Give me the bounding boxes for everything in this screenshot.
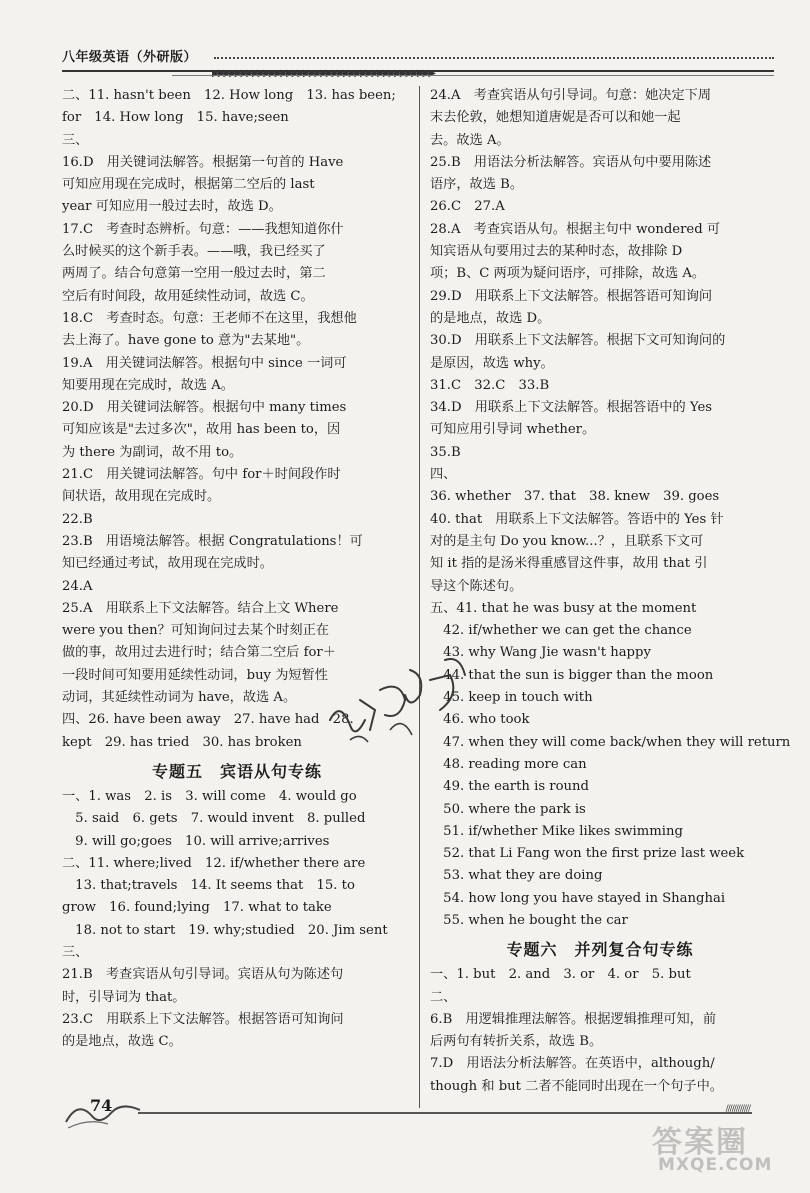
- left-column: [62, 85, 412, 1053]
- answer-line: 一段时间可知要用延续性动词，buy 为短暂性: [62, 667, 328, 683]
- answer-line: 是原因，故选 why。: [430, 355, 554, 371]
- answer-line: 语序，故选 B。: [430, 177, 524, 193]
- answer-line: 四、: [430, 467, 457, 483]
- answer-line: 9. will go;goes 10. will arrive;arrives: [62, 833, 330, 849]
- answer-line: 53. what they are doing: [430, 868, 603, 884]
- answer-line: 24.A: [62, 578, 93, 594]
- answer-line: 二、11. where;lived 12. if/whether there are: [62, 855, 366, 871]
- answer-line: 三、: [62, 944, 89, 960]
- answer-line: 44. that the sun is bigger than the moon: [430, 667, 714, 683]
- answer-line: 22.B: [62, 511, 93, 527]
- answer-line: 25.B 用语法分析法解答。宾语从句中要用陈述: [430, 154, 712, 170]
- answer-line: 知 it 指的是汤米得重感冒这件事，故用 that 引: [430, 556, 708, 572]
- answer-line: for 14. How long 15. have;seen: [62, 110, 289, 126]
- answer-line: 26.C 27.A: [430, 199, 505, 215]
- answer-line: 对的是主句 Do you know...？，且联系下文可: [430, 533, 704, 549]
- answer-line: 52. that Li Fang won the first prize last week: [430, 846, 745, 862]
- answer-line: 54. how long you have stayed in Shanghai: [430, 890, 726, 906]
- answer-line: 6.B 用逻辑推理法解答。根据逻辑推理可知，前: [430, 1011, 717, 1027]
- answer-line: 一、1. but 2. and 3. or 4. or 5. but: [430, 967, 691, 983]
- answer-line: 可知应该是"去过多次"，故用 has been to，因: [62, 422, 341, 438]
- answer-line: 49. the earth is round: [430, 779, 589, 795]
- answer-line: 34.D 用联系上下文法解答。根据答语中的 Yes: [430, 400, 713, 416]
- answer-line: 35.B: [430, 444, 461, 460]
- section-heading-5: 专题五 宾语从句专练: [151, 761, 322, 781]
- answer-line: kept 29. has tried 30. has broken: [62, 734, 302, 750]
- answer-line: 末去伦敦，她想知道唐妮是否可以和她一起: [430, 110, 681, 126]
- answer-line: 可知应用现在完成时，根据第二空后的 last: [62, 177, 315, 193]
- footer-rule: [138, 1112, 752, 1114]
- right-column: [430, 85, 791, 1098]
- answer-line: 31.C 32.C 33.B: [430, 377, 550, 393]
- answer-line: grow 16. found;lying 17. what to take: [62, 900, 332, 916]
- answer-line: 可知应用引导词 whether。: [430, 422, 596, 438]
- handwritten-scribble: [320, 650, 480, 760]
- answer-line: 5. said 6. gets 7. would invent 8. pulled: [62, 811, 366, 827]
- answer-line: 43. why Wang Jie wasn't happy: [430, 645, 651, 661]
- answer-line: 四、26. have been away 27. have had 28.: [62, 712, 354, 728]
- answer-line: 47. when they will come back/when they will return: [430, 734, 791, 750]
- answer-line: 去。故选 A。: [430, 132, 510, 148]
- answer-line: 29.D 用联系上下文法解答。根据答语可知询问: [430, 288, 713, 304]
- answer-line: 42. if/whether we can get the chance: [430, 623, 692, 639]
- answer-line: 二、: [430, 989, 457, 1005]
- answer-line: 三、: [62, 132, 89, 148]
- column-divider: [419, 86, 420, 1108]
- answer-line: 的是地点，故选 D。: [430, 310, 551, 326]
- answer-line: 51. if/whether Mike likes swimming: [430, 823, 683, 839]
- answer-line: were you then？可知询问过去某个时刻正在: [62, 623, 329, 639]
- answer-line: 13. that;travels 14. It seems that 15. to: [62, 878, 355, 894]
- answer-line: 46. who took: [430, 712, 530, 728]
- answer-line: 21.C 用关键词法解答。句中 for＋时间段作时: [62, 467, 341, 483]
- header-rule: [62, 70, 774, 72]
- site-watermark: [652, 1117, 792, 1179]
- footer-hatch-ornament: ////////////: [725, 1104, 750, 1114]
- answer-line: 20.D 用关键词法解答。根据句中 many times: [62, 400, 347, 416]
- answer-line: 知要用现在完成时，故选 A。: [62, 377, 234, 393]
- answer-line: 一、1. was 2. is 3. will come 4. would go: [62, 788, 357, 804]
- answer-line: 五、41. that he was busy at the moment: [430, 600, 697, 616]
- answer-line: 两周了。结合句意第一空用一般过去时，第二: [62, 266, 326, 282]
- answer-line: year 可知应用一般过去时，故选 D。: [62, 199, 282, 215]
- answer-line: 55. when he bought the car: [430, 912, 628, 928]
- answer-line: 21.B 考查宾语从句引导词。宾语从句为陈述句: [62, 967, 344, 983]
- answer-line: 空后有时间段，故用延续性动词，故选 C。: [62, 288, 314, 304]
- answer-line: 40. that 用联系上下文法解答。答语中的 Yes 针: [430, 511, 724, 527]
- answer-line: 36. whether 37. that 38. knew 39. goes: [430, 489, 720, 505]
- answer-block-left-2: [62, 786, 412, 1054]
- answer-line: 为 there 为副词，故不用 to。: [62, 444, 243, 460]
- answer-line: 动词，其延续性动词为 have，故选 A。: [62, 690, 297, 706]
- answer-line: 18. not to start 19. why;studied 20. Jim sent: [62, 922, 388, 938]
- answer-line: 7.D 用语法分析法解答。在英语中，although/: [430, 1056, 715, 1072]
- header-dotted-rule: [214, 57, 774, 59]
- answer-line: 间状语，故用现在完成时。: [62, 489, 221, 505]
- answer-block-right: [430, 85, 791, 932]
- page-header: [62, 46, 774, 86]
- answer-line: 28.A 考查宾语从句。根据主句中 wondered 可: [430, 221, 721, 237]
- answer-line: 去上海了。have gone to 意为"去某地"。: [62, 333, 310, 349]
- watermark-url: MXQE.COM: [658, 1155, 773, 1175]
- answer-line: 19.A 用关键词法解答。根据句中 since 一词可: [62, 355, 347, 371]
- answer-line: 23.C 用联系上下文法解答。根据答语可知询问: [62, 1011, 344, 1027]
- answer-line: 16.D 用关键词法解答。根据第一句首的 Have: [62, 154, 344, 170]
- section-heading-6: 专题六 并列复合句专练: [506, 940, 694, 960]
- page-number: 74: [90, 1096, 113, 1115]
- answer-line: 知宾语从句要用过去的某种时态，故排除 D: [430, 244, 683, 260]
- answer-line: 的是地点，故选 C。: [62, 1034, 182, 1050]
- answer-line: 时，引导词为 that。: [62, 989, 186, 1005]
- answer-line: though 和 but 二者不能同时出现在一个句子中。: [430, 1078, 723, 1094]
- answer-line: 23.B 用语境法解答。根据 Congratulations！可: [62, 533, 363, 549]
- answer-line: 导这个陈述句。: [430, 578, 523, 594]
- answer-line: 后两句有转折关系，故选 B。: [430, 1034, 603, 1050]
- watermark-text: 答案圈: [652, 1125, 748, 1160]
- answer-line: 项；B、C 两项为疑问语序，可排除，故选 A。: [430, 266, 706, 282]
- answer-line: 做的事，故用过去进行时；结合第二空后 for＋: [62, 645, 336, 661]
- header-rule-thin: [172, 75, 774, 76]
- header-title: 八年级英语（外研版）: [62, 50, 198, 65]
- answer-line: 48. reading more can: [430, 756, 587, 772]
- header-arrow-ornament: ▶▶▶▶▶▶▶▶▶▶▶▶▶▶▶▶▶▶▶▶▶▶▶▶▶▶▶▶▶▶▶▶▶▶▶▶▶▶▶: [212, 68, 434, 79]
- answer-line: 二、11. hasn't been 12. How long 13. has been;: [62, 88, 396, 103]
- answer-line: 18.C 考查时态。句意：王老师不在这里，我想他: [62, 310, 357, 326]
- answer-line: 么时候买的这个新手表。——哦，我已经买了: [62, 244, 326, 260]
- answer-line: 17.C 考查时态辨析。句意：——我想知道你什: [62, 221, 344, 237]
- answer-line: 45. keep in touch with: [430, 690, 593, 706]
- answer-block-right-2: [430, 964, 770, 1098]
- answer-line: 50. where the park is: [430, 801, 586, 817]
- answer-line: 24.A 考查宾语从句引导词。句意：她决定下周: [430, 88, 712, 103]
- answer-line: 30.D 用联系上下文法解答。根据下文可知询问的: [430, 333, 726, 349]
- answer-line: 25.A 用联系上下文法解答。结合上文 Where: [62, 600, 339, 616]
- answer-line: 知已经通过考试，故用现在完成时。: [62, 556, 273, 572]
